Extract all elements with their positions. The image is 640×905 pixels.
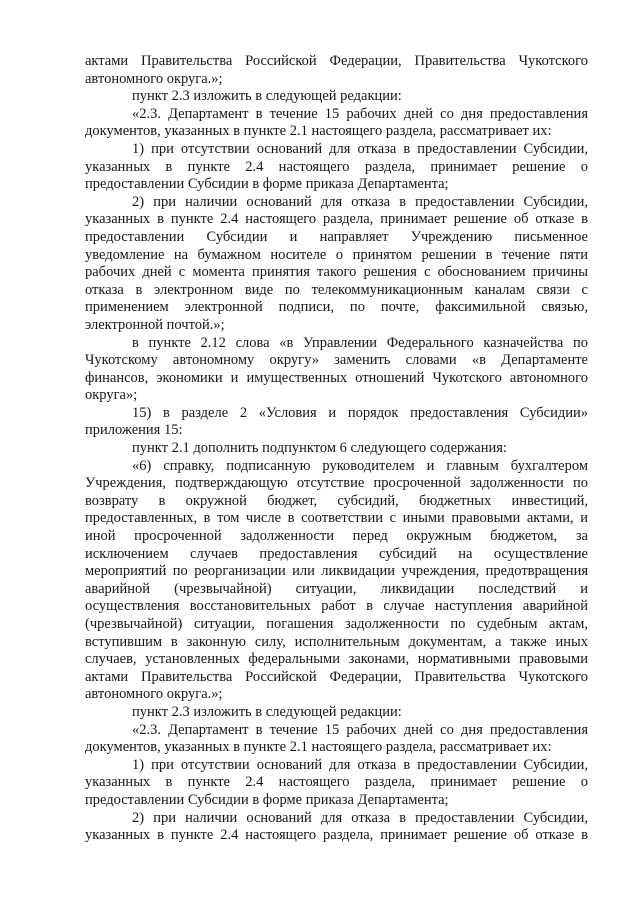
- text-line: 15) в разделе 2 «Условия и порядок предоставления Субсидии»: [132, 404, 588, 421]
- text-line: автономного округа.»;: [85, 70, 223, 87]
- text-line: возврату в окружной бюджет, субсидий, бюджетных инвестиций,: [85, 492, 588, 509]
- text-line: предоставлении Субсидии в форме приказа Департамента;: [85, 791, 449, 808]
- text-line: указанных в пункте 2.4 настоящего раздела, принимает решение об отказе в: [85, 827, 588, 844]
- text-line: указанных в пункте 2.4 настоящего раздела, принимает решение об отказе в: [85, 211, 588, 228]
- text-line: исключением случаев предоставления субсидий на осуществление: [85, 545, 588, 562]
- text-line: актами Правительства Российской Федерации, Правительства Чукотского: [85, 668, 588, 685]
- text-line: пункт 2.1 дополнить подпунктом 6 следующего содержания:: [132, 440, 507, 457]
- text-line: электронной почтой.»;: [85, 316, 225, 333]
- text-line: финансов, экономики и имущественных отношений Чукотского автономного: [85, 369, 588, 386]
- text-line: иной просроченной задолженности перед окружным бюджетом, за: [85, 528, 588, 545]
- text-line: 2) при наличии оснований для отказа в предоставлении Субсидии,: [132, 809, 588, 826]
- text-line: документов, указанных в пункте 2.1 настоящего раздела, рассматривает их:: [85, 123, 552, 140]
- text-line: пункт 2.3 изложить в следующей редакции:: [132, 703, 402, 720]
- text-line: в пункте 2.12 слова «в Управлении Федерального казначейства по: [132, 334, 588, 351]
- text-line: актами Правительства Российской Федерации, Правительства Чукотского: [85, 53, 588, 69]
- text-line: аварийной (чрезвычайной) ситуации, ликвидации последствий и: [85, 580, 588, 597]
- text-line: случаев, установленных федеральными законами, нормативными правовыми: [85, 651, 588, 668]
- text-line: предоставленных, в том числе в соответствии с иными правовыми актами, и: [85, 510, 588, 527]
- text-line: предоставлении Субсидии в форме приказа Департамента;: [85, 176, 449, 193]
- document-text-block: [85, 53, 588, 845]
- text-line: документов, указанных в пункте 2.1 настоящего раздела, рассматривает их:: [85, 739, 552, 756]
- text-line: мероприятий по реорганизации или ликвидации учреждения, предотвращения: [85, 563, 588, 580]
- text-line: (чрезвычайной) ситуации, погашения задолженности по судебным актам,: [85, 616, 588, 632]
- text-line: указанных в пункте 2.4 настоящего раздела, принимает решение о: [85, 774, 588, 791]
- text-line: вступившим в законную силу, исполнительным документам, а также иных: [85, 633, 588, 650]
- text-line: «6) справку, подписанную руководителем и главным бухгалтером: [132, 457, 588, 474]
- text-line: Чукотскому автономному округу» заменить словами «в Департаменте: [85, 352, 588, 369]
- text-line: 1) при отсутствии оснований для отказа в предоставлении Субсидии,: [132, 756, 588, 773]
- text-line: пункт 2.3 изложить в следующей редакции:: [132, 88, 402, 105]
- text-line: осуществления восстановительных работ в случае наступления аварийной: [85, 598, 588, 615]
- text-line: 1) при отсутствии оснований для отказа в предоставлении Субсидии,: [132, 140, 588, 157]
- text-line: указанных в пункте 2.4 настоящего раздела, принимает решение о: [85, 158, 588, 175]
- text-line: «2.3. Департамент в течение 15 рабочих дней со дня предоставления: [132, 721, 588, 738]
- text-line: «2.3. Департамент в течение 15 рабочих дней со дня предоставления: [132, 105, 588, 122]
- text-line: приложения 15:: [85, 422, 183, 439]
- text-line: отказа в электронном виде по телекоммуникационным каналам связи с: [85, 281, 588, 298]
- text-line: применением электронной подписи, по почте, факсимильной связью,: [85, 299, 588, 316]
- text-line: предоставлении Субсидии и направляет Учреждению письменное: [85, 228, 588, 245]
- text-line: Учреждения, подтверждающую отсутствие просроченной задолженности по: [85, 475, 588, 492]
- text-line: 2) при наличии оснований для отказа в предоставлении Субсидии,: [132, 193, 588, 210]
- text-line: уведомление на бумажном носителе о принятом решении в течение пяти: [85, 246, 588, 263]
- text-line: рабочих дней с момента принятия такого решения с обоснованием причины: [85, 264, 588, 281]
- text-line: автономного округа.»;: [85, 686, 223, 703]
- text-line: округа»;: [85, 387, 138, 404]
